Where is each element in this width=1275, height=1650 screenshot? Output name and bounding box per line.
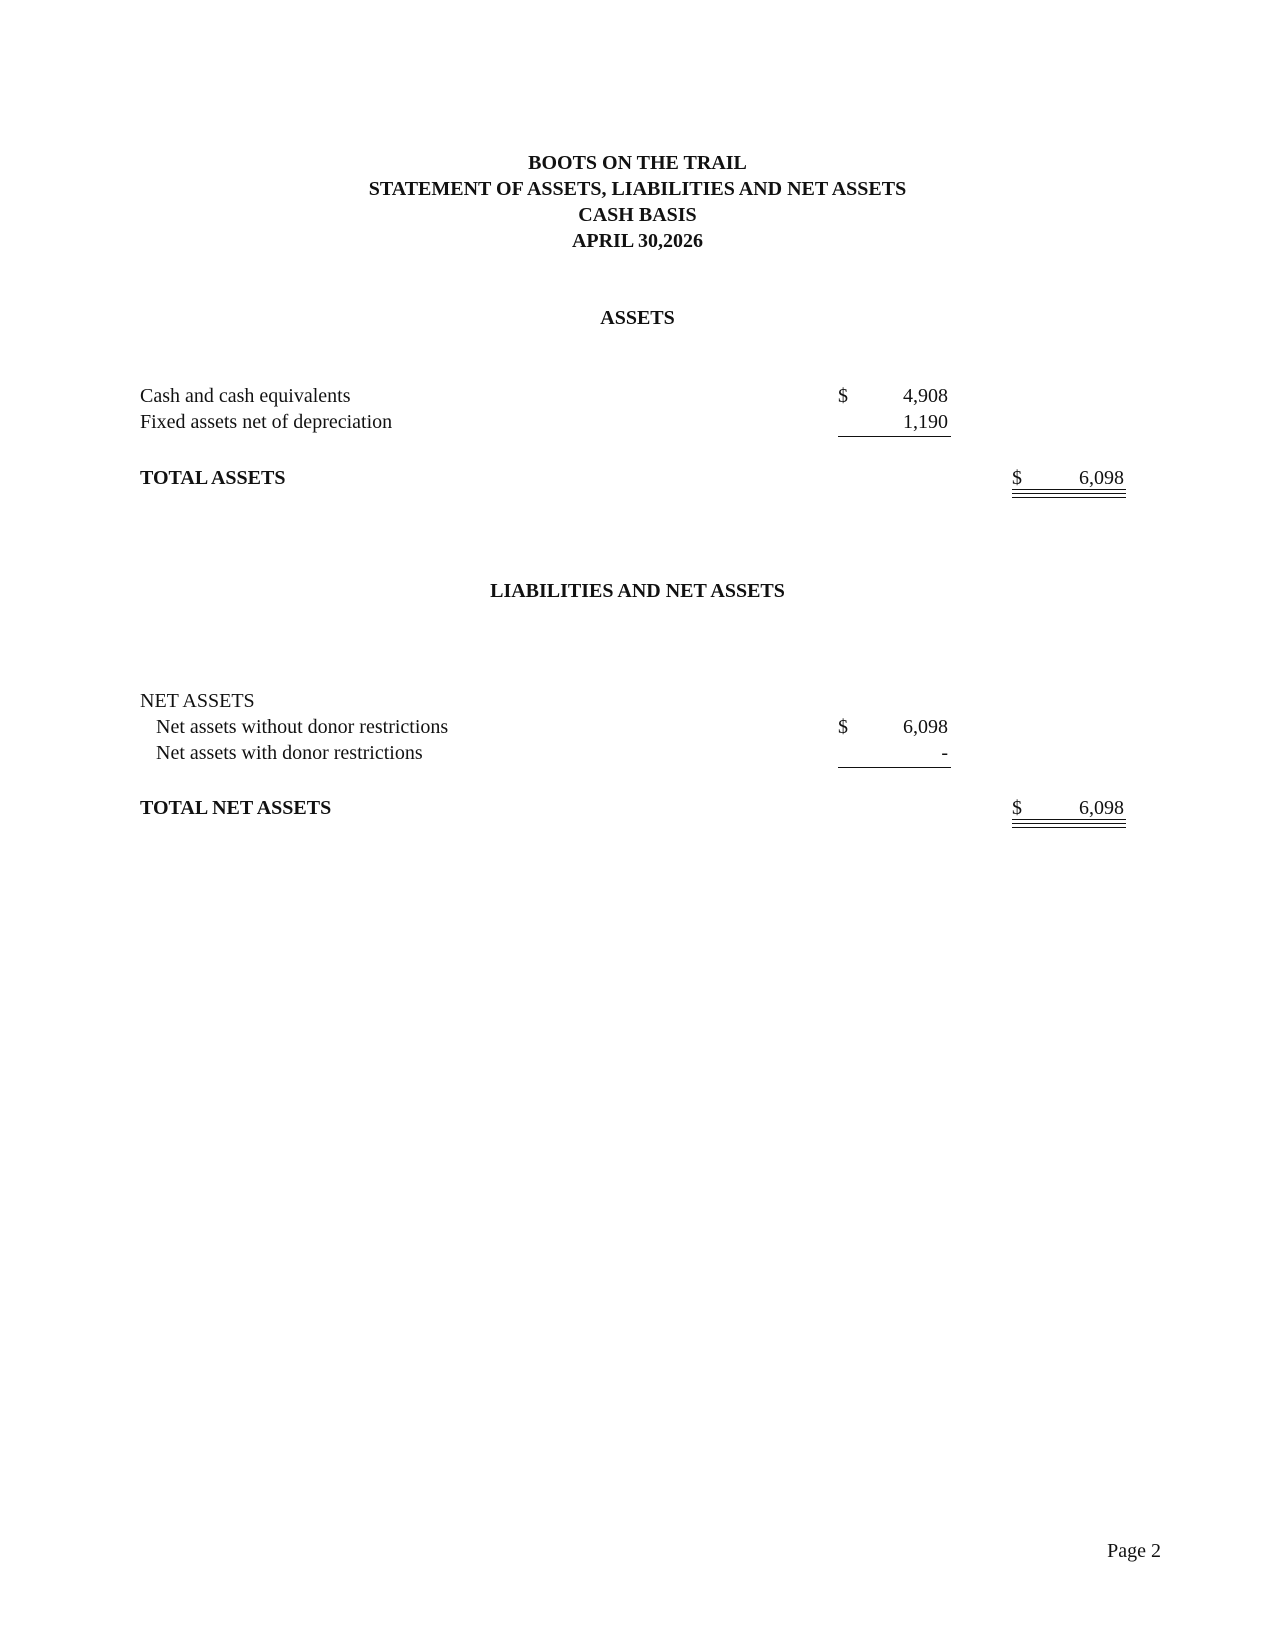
net-assets-label-with: Net assets with donor restrictions bbox=[156, 742, 423, 764]
page-number: Page 2 bbox=[1107, 1540, 1161, 1562]
basis-label: CASH BASIS bbox=[578, 204, 697, 226]
total-assets-currency: $ bbox=[1012, 467, 1022, 489]
asset-amount-fixed: 1,190 bbox=[903, 411, 948, 433]
total-net-assets-label: TOTAL NET ASSETS bbox=[140, 797, 332, 819]
asset-label-cash: Cash and cash equivalents bbox=[140, 385, 351, 407]
statement-date: APRIL 30,2026 bbox=[571, 230, 704, 252]
net-assets-label-without: Net assets without donor restrictions bbox=[156, 716, 449, 738]
net-assets-subtotal-rule bbox=[838, 767, 951, 768]
total-net-assets-underline bbox=[1012, 819, 1126, 820]
org-name: BOOTS ON THE TRAIL bbox=[528, 152, 747, 174]
total-assets-double-rule bbox=[1012, 493, 1126, 498]
assets-subtotal-rule bbox=[838, 436, 951, 437]
liabilities-section-title: LIABILITIES AND NET ASSETS bbox=[490, 580, 785, 602]
total-assets-underline bbox=[1012, 489, 1126, 490]
asset-amount-cash: 4,908 bbox=[903, 385, 948, 407]
total-net-assets-double-rule bbox=[1012, 823, 1126, 828]
total-assets-amount: 6,098 bbox=[1079, 467, 1124, 489]
statement-title: STATEMENT OF ASSETS, LIABILITIES AND NET ASSETS bbox=[368, 178, 907, 200]
assets-section-title: ASSETS bbox=[600, 307, 675, 329]
total-net-assets-currency: $ bbox=[1012, 797, 1022, 819]
total-net-assets-amount: 6,098 bbox=[1079, 797, 1124, 819]
net-assets-amount-with: - bbox=[941, 742, 948, 764]
net-assets-currency-without: $ bbox=[838, 716, 848, 738]
net-assets-amount-without: 6,098 bbox=[903, 716, 948, 738]
asset-label-fixed: Fixed assets net of depreciation bbox=[140, 411, 393, 433]
asset-currency-cash: $ bbox=[838, 385, 848, 407]
net-assets-heading: NET ASSETS bbox=[140, 690, 255, 712]
total-assets-label: TOTAL ASSETS bbox=[140, 467, 286, 489]
